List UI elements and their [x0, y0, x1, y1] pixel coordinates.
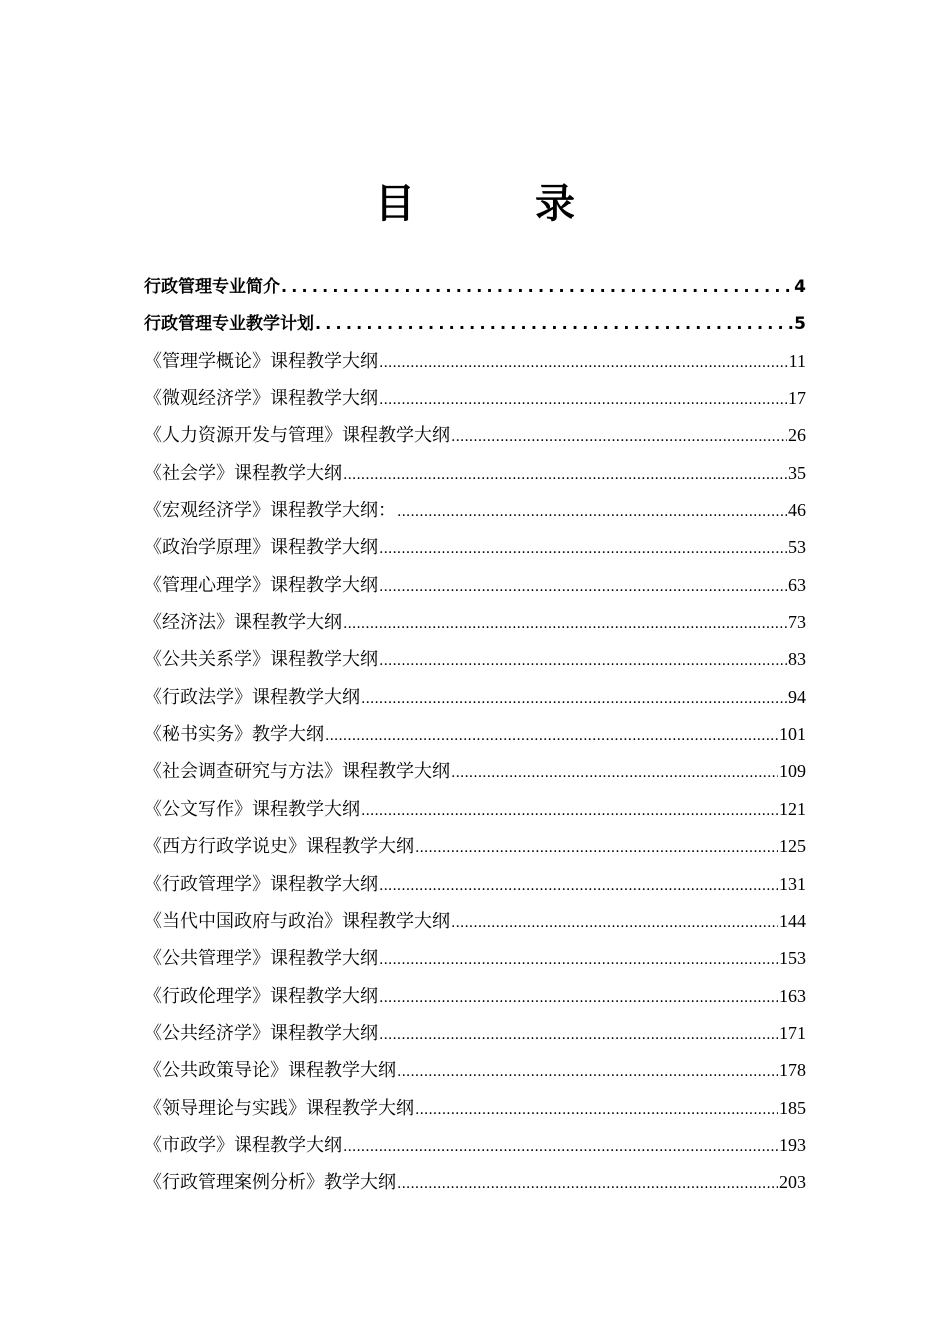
table-of-contents: [144, 268, 806, 1202]
toc-entry[interactable]: [144, 492, 806, 529]
toc-entry-page-number: 63: [788, 574, 806, 595]
toc-dot-leader: [451, 755, 778, 792]
toc-entry[interactable]: [144, 417, 806, 454]
toc-entry[interactable]: [144, 1164, 806, 1201]
toc-dot-leader: [379, 569, 787, 606]
toc-entry[interactable]: [144, 529, 806, 566]
toc-entry-title: 《行政管理学》课程教学大纲: [144, 873, 378, 895]
toc-entry-title: 《公共经济学》课程教学大纲: [144, 1022, 378, 1044]
toc-dot-leader: [379, 980, 778, 1017]
toc-entry-title: 《公文写作》课程教学大纲: [144, 798, 360, 820]
toc-entry-page-number: 17: [788, 388, 806, 409]
toc-entry[interactable]: [144, 268, 806, 305]
toc-entry-title: 《领导理论与实践》课程教学大纲: [144, 1097, 414, 1119]
toc-dot-leader: [343, 457, 787, 494]
toc-dot-leader: [379, 382, 787, 419]
toc-entry[interactable]: [144, 1015, 806, 1052]
toc-entry[interactable]: [144, 1127, 806, 1164]
toc-entry[interactable]: [144, 455, 806, 492]
toc-entry-page-number: 5: [794, 314, 806, 335]
toc-entry-page-number: 171: [779, 1022, 806, 1043]
toc-entry-title: 《社会学》课程教学大纲: [144, 462, 342, 484]
toc-entry[interactable]: [144, 1090, 806, 1127]
toc-entry-page-number: 26: [788, 425, 806, 446]
toc-entry-page-number: 73: [788, 612, 806, 633]
toc-entry-page-number: 35: [788, 462, 806, 483]
toc-entry-page-number: 125: [779, 836, 806, 857]
toc-entry[interactable]: [144, 604, 806, 641]
toc-entry-page-number: 153: [779, 948, 806, 969]
toc-dot-leader: [451, 905, 778, 942]
toc-entry[interactable]: [144, 716, 806, 753]
toc-entry-title: 《微观经济学》课程教学大纲: [144, 388, 378, 410]
toc-entry-title: 《公共关系学》课程教学大纲: [144, 649, 378, 671]
toc-entry-page-number: 163: [779, 985, 806, 1006]
toc-dot-leader: [379, 643, 787, 680]
toc-entry[interactable]: [144, 380, 806, 417]
toc-entry[interactable]: [144, 753, 806, 790]
toc-dot-leader: [379, 942, 778, 979]
toc-entry[interactable]: [144, 978, 806, 1015]
toc-entry-title: 《行政法学》课程教学大纲: [144, 686, 360, 708]
toc-entry-title: 《西方行政学说史》课程教学大纲: [144, 836, 414, 858]
toc-entry[interactable]: [144, 828, 806, 865]
toc-entry-title: 《管理心理学》课程教学大纲: [144, 574, 378, 596]
toc-entry-page-number: 144: [779, 910, 806, 931]
toc-dot-leader: [325, 718, 778, 755]
toc-entry[interactable]: [144, 903, 806, 940]
toc-entry-title: 《市政学》课程教学大纲: [144, 1134, 342, 1156]
toc-entry-title: 《政治学原理》课程教学大纲: [144, 537, 378, 559]
toc-entry-page-number: 53: [788, 537, 806, 558]
toc-dot-leader: [451, 419, 787, 456]
toc-entry-title: 《人力资源开发与管理》课程教学大纲: [144, 425, 450, 447]
toc-dot-leader: [281, 268, 793, 305]
toc-entry[interactable]: [144, 343, 806, 380]
toc-dot-leader: [361, 793, 778, 830]
toc-entry-title: 《行政管理案例分析》教学大纲: [144, 1172, 396, 1194]
toc-dot-leader: [379, 1017, 778, 1054]
toc-entry-title: 《行政伦理学》课程教学大纲: [144, 985, 378, 1007]
toc-entry[interactable]: [144, 641, 806, 678]
toc-entry-title: 《公共政策导论》课程教学大纲: [144, 1060, 396, 1082]
toc-entry-page-number: 46: [788, 500, 806, 521]
toc-entry[interactable]: [144, 791, 806, 828]
page-title: 目 录: [375, 181, 615, 227]
toc-entry-page-number: 109: [779, 761, 806, 782]
toc-entry-title: 《宏观经济学》课程教学大纲：: [144, 500, 396, 522]
toc-entry-page-number: 193: [779, 1134, 806, 1155]
toc-dot-leader: [361, 681, 787, 718]
toc-entry-page-number: 121: [779, 798, 806, 819]
toc-entry-page-number: 178: [779, 1060, 806, 1081]
toc-entry-title: 《当代中国政府与政治》课程教学大纲: [144, 910, 450, 932]
toc-dot-leader: [343, 606, 787, 643]
toc-entry-page-number: 101: [779, 724, 806, 745]
toc-dot-leader: [315, 305, 793, 342]
toc-entry-title: 行政管理专业简介: [144, 277, 280, 297]
toc-entry-page-number: 11: [788, 350, 806, 371]
toc-entry[interactable]: [144, 866, 806, 903]
toc-entry[interactable]: [144, 940, 806, 977]
toc-dot-leader: [397, 1054, 778, 1091]
toc-entry-title: 行政管理专业教学计划: [144, 314, 314, 335]
toc-entry-page-number: 203: [779, 1172, 806, 1193]
toc-entry-title: 《社会调查研究与方法》课程教学大纲: [144, 761, 450, 783]
toc-dot-leader: [343, 1129, 778, 1166]
toc-entry[interactable]: [144, 679, 806, 716]
toc-entry-page-number: 94: [788, 686, 806, 707]
toc-dot-leader: [379, 345, 788, 382]
toc-dot-leader: [397, 1166, 778, 1203]
toc-dot-leader: [415, 830, 778, 867]
toc-entry[interactable]: [144, 305, 806, 342]
toc-dot-leader: [397, 494, 787, 531]
toc-entry-page-number: 185: [779, 1097, 806, 1118]
toc-entry[interactable]: [144, 567, 806, 604]
toc-entry-title: 《秘书实务》教学大纲: [144, 724, 324, 746]
toc-dot-leader: [415, 1092, 778, 1129]
toc-dot-leader: [379, 531, 787, 568]
toc-entry-page-number: 4: [794, 277, 806, 297]
toc-entry[interactable]: [144, 1052, 806, 1089]
toc-entry-page-number: 83: [788, 649, 806, 670]
toc-entry-page-number: 131: [779, 873, 806, 894]
toc-dot-leader: [379, 868, 778, 905]
toc-entry-title: 《公共管理学》课程教学大纲: [144, 948, 378, 970]
toc-entry-title: 《管理学概论》课程教学大纲: [144, 350, 378, 372]
toc-entry-title: 《经济法》课程教学大纲: [144, 612, 342, 634]
